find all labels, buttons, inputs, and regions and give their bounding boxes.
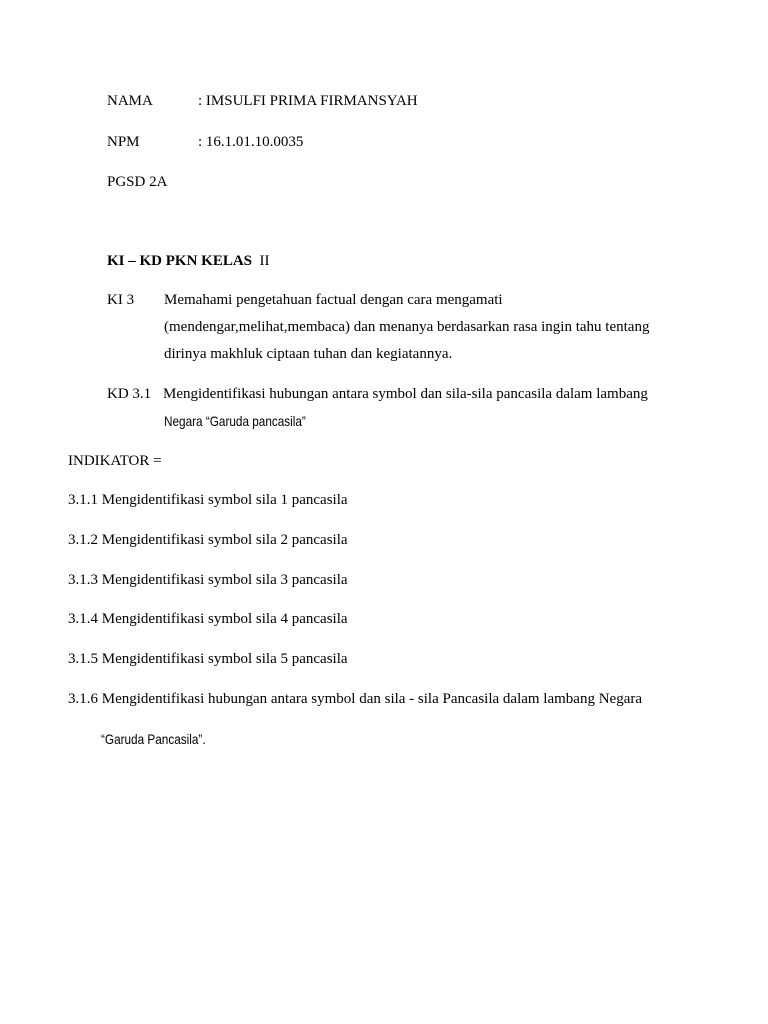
- indikator-item: 3.1.4 Mengidentifikasi symbol sila 4 pancasila: [68, 611, 348, 627]
- ki-text-line-1: Memahami pengetahuan factual dengan cara mengamati: [164, 292, 503, 308]
- section-title: [107, 252, 270, 270]
- indikator-item: 3.1.5 Mengidentifikasi symbol sila 5 pancasila: [68, 651, 348, 667]
- kd-text-line-2: Negara “Garuda pancasila”: [164, 413, 306, 429]
- nama-value: : IMSULFI PRIMA FIRMANSYAH: [198, 93, 418, 109]
- kd-label: KD 3.1: [107, 386, 152, 402]
- indikator-item: 3.1.6 Mengidentifikasi hubungan antara symbol dan sila - sila Pancasila dalam lambang Negara: [68, 691, 643, 707]
- npm-label: NPM: [107, 134, 140, 150]
- indikator-item-continuation: “Garuda Pancasila”.: [101, 731, 206, 747]
- indikator-item: 3.1.1 Mengidentifikasi symbol sila 1 pancasila: [68, 492, 348, 508]
- npm-value: : 16.1.01.10.0035: [198, 134, 304, 150]
- ki-text-line-3: dirinya makhluk ciptaan tuhan dan kegiatannya.: [164, 346, 453, 362]
- ki-text-line-2: (mendengar,melihat,membaca) dan menanya berdasarkan rasa ingin tahu tentang: [164, 319, 650, 335]
- section-title-grade: II: [259, 253, 270, 269]
- indikator-title: INDIKATOR =: [68, 453, 162, 469]
- nama-label: NAMA: [107, 93, 153, 109]
- class-label: PGSD 2A: [107, 174, 168, 190]
- ki-label: KI 3: [107, 292, 135, 308]
- indikator-item: 3.1.3 Mengidentifikasi symbol sila 3 pancasila: [68, 572, 348, 588]
- indikator-item: 3.1.2 Mengidentifikasi symbol sila 2 pancasila: [68, 532, 348, 548]
- section-title-main: KI – KD PKN KELAS: [107, 253, 253, 269]
- kd-text-line-1: Mengidentifikasi hubungan antara symbol dan sila-sila pancasila dalam lambang: [163, 386, 648, 402]
